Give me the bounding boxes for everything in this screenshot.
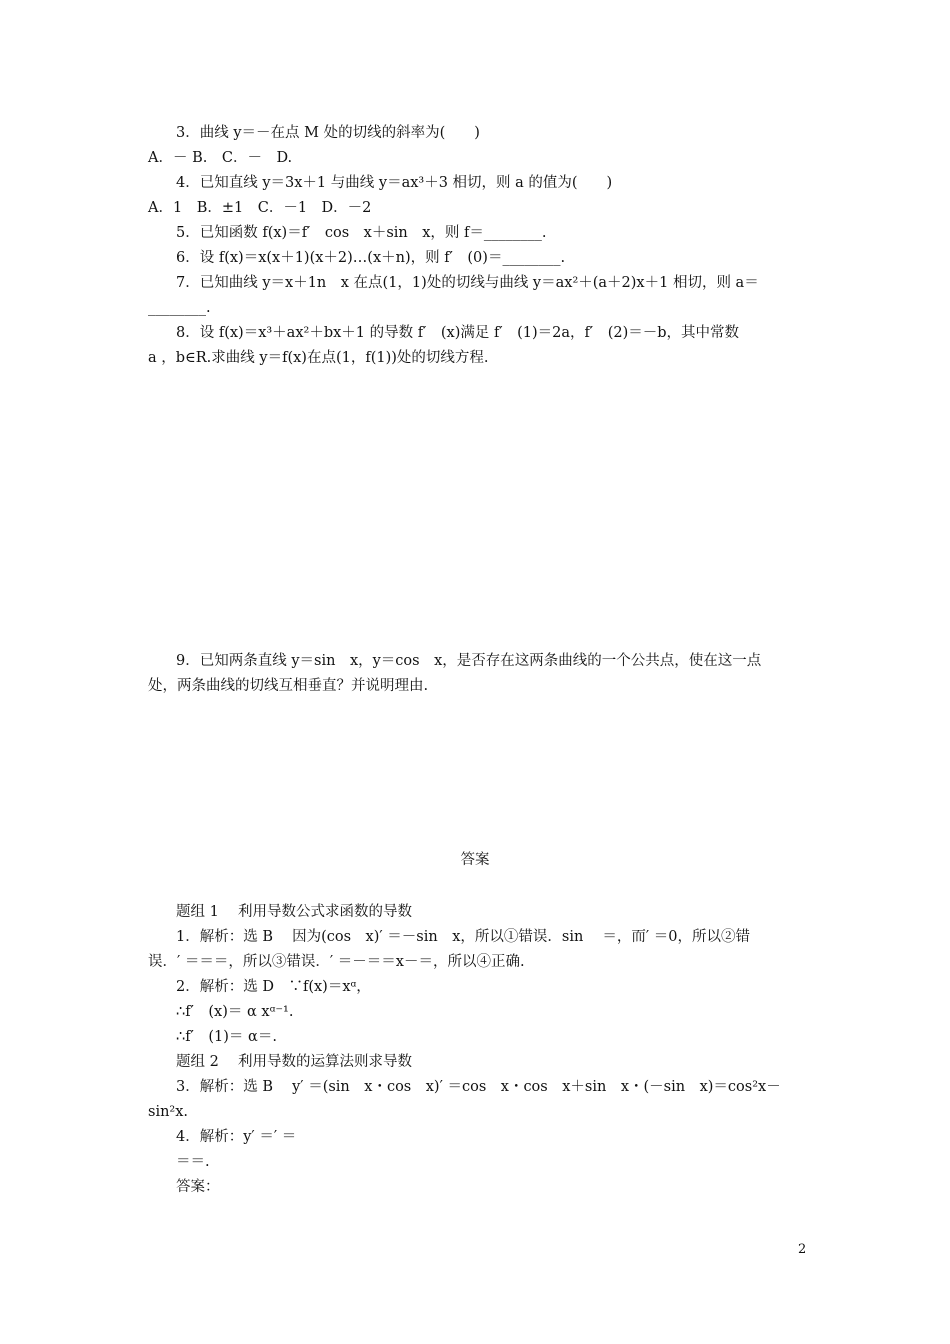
question-4: 4．已知直线 y＝3x＋1 与曲线 y＝ax³＋3 相切，则 a 的值为( )	[176, 175, 613, 191]
answer-3-line-2: sin²x.	[148, 1104, 189, 1120]
question-6: 6．设 f(x)＝x(x＋1)(x＋2)…(x＋n)，则 f′ (0)＝________.	[176, 250, 566, 266]
answers-title: 答案	[460, 852, 490, 868]
answer-1-line-2: 误．′ ＝＝＝，所以③错误．′ ＝－＝＝x－＝，所以④正确.	[148, 954, 525, 970]
question-9-line-1: 9．已知两条直线 y＝sin x，y＝cos x，是否存在这两条曲线的一个公共点，使在这一点	[176, 653, 762, 669]
question-7-line-1: 7．已知曲线 y＝x＋1n x 在点(1，1)处的切线与曲线 y＝ax²＋(a＋2)x＋1 相切，则 a＝	[176, 275, 759, 291]
answers-group-1-heading: 题组 1 利用导数公式求函数的导数	[176, 904, 412, 920]
question-4-options: A．1 B．±1 C．－1 D．－2	[148, 200, 372, 216]
question-8-line-1: 8．设 f(x)＝x³＋ax²＋bx＋1 的导数 f′ (x)满足 f′ (1)＝2a，f′ (2)＝－b，其中常数	[176, 325, 740, 341]
answer-3-line-1: 3．解析：选 B y′ ＝(sin x・cos x)′ ＝cos x・cos x＋sin x・(－sin x)＝cos²x－	[176, 1079, 781, 1095]
answers-group-2-heading: 题组 2 利用导数的运算法则求导数	[176, 1054, 412, 1070]
answer-2-line-1: 2．解析：选 D ∵f(x)＝xᵅ，	[176, 979, 371, 995]
answer-2-line-2: ∴f′ (x)＝ α xᵅ⁻¹.	[176, 1004, 294, 1020]
question-9-line-2: 处，两条曲线的切线互相垂直？并说明理由.	[148, 678, 429, 694]
answer-2-line-3: ∴f′ (1)＝ α＝.	[176, 1029, 277, 1045]
question-7-line-2: ________.	[148, 300, 211, 316]
question-8-line-2: a ，b∈R.求曲线 y＝f(x)在点(1，f(1))处的切线方程.	[148, 350, 489, 366]
page-number: 2	[798, 1242, 807, 1257]
answer-4-line-1: 4．解析：y′ ＝′ ＝	[176, 1129, 297, 1145]
answer-4-line-3: 答案：	[176, 1179, 220, 1195]
question-3-options: A．－ B. C．－ D.	[148, 150, 293, 166]
question-3: 3．曲线 y＝－在点 M 处的切线的斜率为( )	[176, 125, 480, 141]
question-5: 5．已知函数 f(x)＝f′ cos x＋sin x，则 f＝________.	[176, 225, 547, 241]
answer-1-line-1: 1．解析：选 B 因为(cos x)′ ＝－sin x，所以①错误．sin ＝，而′ ＝0，所以②错	[176, 929, 751, 945]
answer-4-line-2: ＝＝.	[176, 1154, 210, 1170]
